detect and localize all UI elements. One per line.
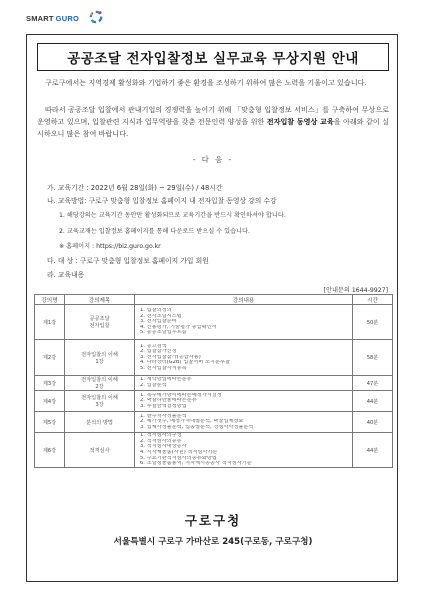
lecture-content-item: 3. 적격심사대상공사 — [140, 444, 187, 450]
lecture-content-item: 2. 입찰참가신청 — [140, 349, 177, 355]
table-row — [35, 412, 393, 433]
lecture-round: 제2강 — [35, 340, 65, 376]
lecture-content-item: 3. 업체사정률분석, 업종별분석, 경쟁사사정률분석 — [140, 424, 254, 430]
header-subject: 강의제목 — [65, 295, 135, 305]
lecture-subject-line: 공공조달 — [89, 316, 110, 322]
lecture-subject — [65, 412, 135, 433]
lecture-subject-line: 1강 — [95, 358, 104, 365]
lecture-content-item: 4. 지자체물품(사원) 적격심사기준 — [140, 450, 218, 455]
lecture-round: 제6강 — [35, 433, 65, 468]
lecture-subject-line: 전자입찰의 이해 — [81, 377, 118, 383]
intro-paragraph-1: 구로구에서는 지역경제 활성화와 기업하기 좋은 환경을 조성하기 위하여 많은 노력을 기울이고 있습니다. — [45, 78, 367, 87]
homepage-link[interactable]: ※ 홈페이지 : https://biz.guro.go.kr — [59, 243, 161, 250]
lecture-round: 제3강 — [35, 376, 65, 391]
lecture-subject-line: 적격심사 — [89, 447, 110, 454]
lecture-content — [135, 433, 353, 468]
lecture-content-item: 1. 발주처사정률분석 — [140, 413, 187, 419]
lecture-content-item: 3. 전자입찰준비 — [140, 319, 177, 325]
notice-frame — [26, 34, 398, 582]
lecture-content-item: 5. 수요기관적격심사의종류와방법 — [140, 455, 217, 461]
lecture-subject — [65, 433, 135, 468]
header-round: 강의명 — [35, 295, 65, 305]
table-row — [35, 391, 393, 412]
lecture-content — [135, 376, 353, 391]
lecture-content-item: 2. 적격심사의종류 — [140, 438, 182, 444]
lecture-content-item: 1. 공고검색 — [140, 343, 167, 349]
lecture-content-item: 2. 예가갯수, 예정가격대별분석, 낙찰업체정보 — [140, 419, 244, 425]
logo — [26, 12, 79, 24]
table-row — [35, 376, 393, 391]
organization-address: 서울특별시 구로구 가마산로 245(구로동, 구로구청) — [113, 537, 313, 547]
lecture-round: 제5강 — [35, 412, 65, 433]
lecture-content-item: 6. 조달청물품용역, 지자체시공공사 적격심사기준 — [140, 461, 252, 467]
notice-title: 공공조달 전자입찰정보 실무교육 무상지원 안내 — [37, 43, 389, 71]
logo-ring-icon — [88, 9, 104, 25]
lecture-content-item: 3. 투찰금액결정방법 — [140, 403, 187, 409]
table-row — [35, 305, 393, 340]
schedule-table — [34, 294, 393, 468]
lecture-round: 제1강 — [35, 305, 65, 340]
lecture-content — [135, 305, 353, 340]
lecture-subject-line: 분석의 방법 — [86, 419, 113, 426]
lecture-content-item: 4. 나라장터(G2B) 입찰서버 소지문투찰 — [140, 360, 230, 366]
lecture-content-item: 2. 전자조달시스템 — [140, 313, 182, 319]
lecture-round: 제4강 — [35, 391, 65, 412]
lecture-content-item: 1. 적격심사의구성 — [140, 433, 182, 439]
method-note-2: 2. 교육교재는 입찰정보 홈페이지를 통해 다운로드 받으실 수 있습니다. — [59, 228, 250, 235]
lecture-subject — [65, 340, 135, 376]
table-header-row — [35, 295, 393, 305]
lecture-content-item: 2. 낙찰하한율에따른분류 — [140, 398, 197, 404]
contact-info: [안내문의 1644-9927] — [323, 287, 388, 294]
lecture-time: 47분 — [353, 376, 393, 391]
lecture-content-item: 1. 계약방법에따른분류 — [140, 377, 192, 383]
intro-paragraph-2: 따라서 공공조달 입찰에서 관내기업의 경쟁력을 높이기 위해 「맞춤형 입찰정보 서비스」를 구축하여 무상으로 운영하고 있으며, 입찰관련 지식과 업무역량을 갖춘 전문인력 양성을 위한 전자입찰 동영상 교육을 아래와 같이 실시하오니 많은 참여 바랍니다. — [37, 105, 390, 139]
lecture-time: 44분 — [353, 391, 393, 412]
lecture-content-item: 1. 복수예가방식에따른예정가격결정 — [140, 392, 222, 398]
organization-name: 구로구청 — [184, 513, 242, 528]
lecture-subject — [65, 376, 135, 391]
table-row — [35, 433, 393, 468]
lecture-content — [135, 391, 353, 412]
lecture-content-item: 3. 전자입찰참가(공급자용) — [140, 354, 201, 360]
lecture-time: 58분 — [353, 340, 393, 376]
education-contents-heading: 라. 교육내용 — [47, 271, 85, 279]
education-target: 다. 대 상 : 구로구 맞춤형 입찰정보 홈페이지 가입 회원 — [47, 257, 209, 265]
lecture-subject — [65, 305, 135, 340]
lecture-content-item: 4. 신용평가, 기술평가 등급확인서 — [140, 324, 217, 330]
lecture-subject-line: 2강 — [95, 384, 104, 390]
education-period: 가. 교육기간 : 2022년 6월 28일(화) ~ 29일(수) / 48시간 — [47, 184, 223, 192]
lecture-time: 40분 — [353, 412, 393, 433]
lecture-content-item: 2. 입찰분석 — [140, 383, 167, 388]
logo-text-smart: SMART — [26, 13, 54, 23]
lecture-time: 44분 — [353, 433, 393, 468]
header-content: 강의내용 — [135, 295, 353, 305]
section-divider: - 다 음 - — [192, 155, 234, 164]
lecture-subject-line: 전자입찰의 이해 — [81, 395, 118, 401]
table-row — [35, 340, 393, 376]
lecture-content-item: 5. 공공조달업무흐름 — [140, 330, 187, 336]
lecture-content-item: 1. 입찰의정의 — [140, 308, 172, 314]
logo-text-guro: GURO — [55, 13, 79, 23]
lecture-subject-line: 전자입찰의 이해 — [81, 351, 118, 358]
education-method: 나. 교육방법: 구로구 맞춤형 입찰정보 홈페이지 내 전자입찰 동영상 강의 수강 — [47, 197, 277, 205]
lecture-subject-line: 3강 — [95, 402, 104, 408]
lecture-content — [135, 412, 353, 433]
lecture-subject — [65, 391, 135, 412]
lecture-content-item: 5. 전자입찰자격등록 — [140, 365, 187, 371]
highlight-text: 전자입찰 동영상 교육 — [266, 117, 334, 127]
lecture-time: 50분 — [353, 305, 393, 340]
header-time: 시간 — [353, 295, 393, 305]
lecture-subject-line: 전자입찰 — [89, 323, 110, 329]
method-note-1: 1. 해당강의는 교육기간 동안만 활성화되므로 교육기간을 반드시 확인하셔야 합니다. — [59, 212, 286, 219]
lecture-content — [135, 340, 353, 376]
